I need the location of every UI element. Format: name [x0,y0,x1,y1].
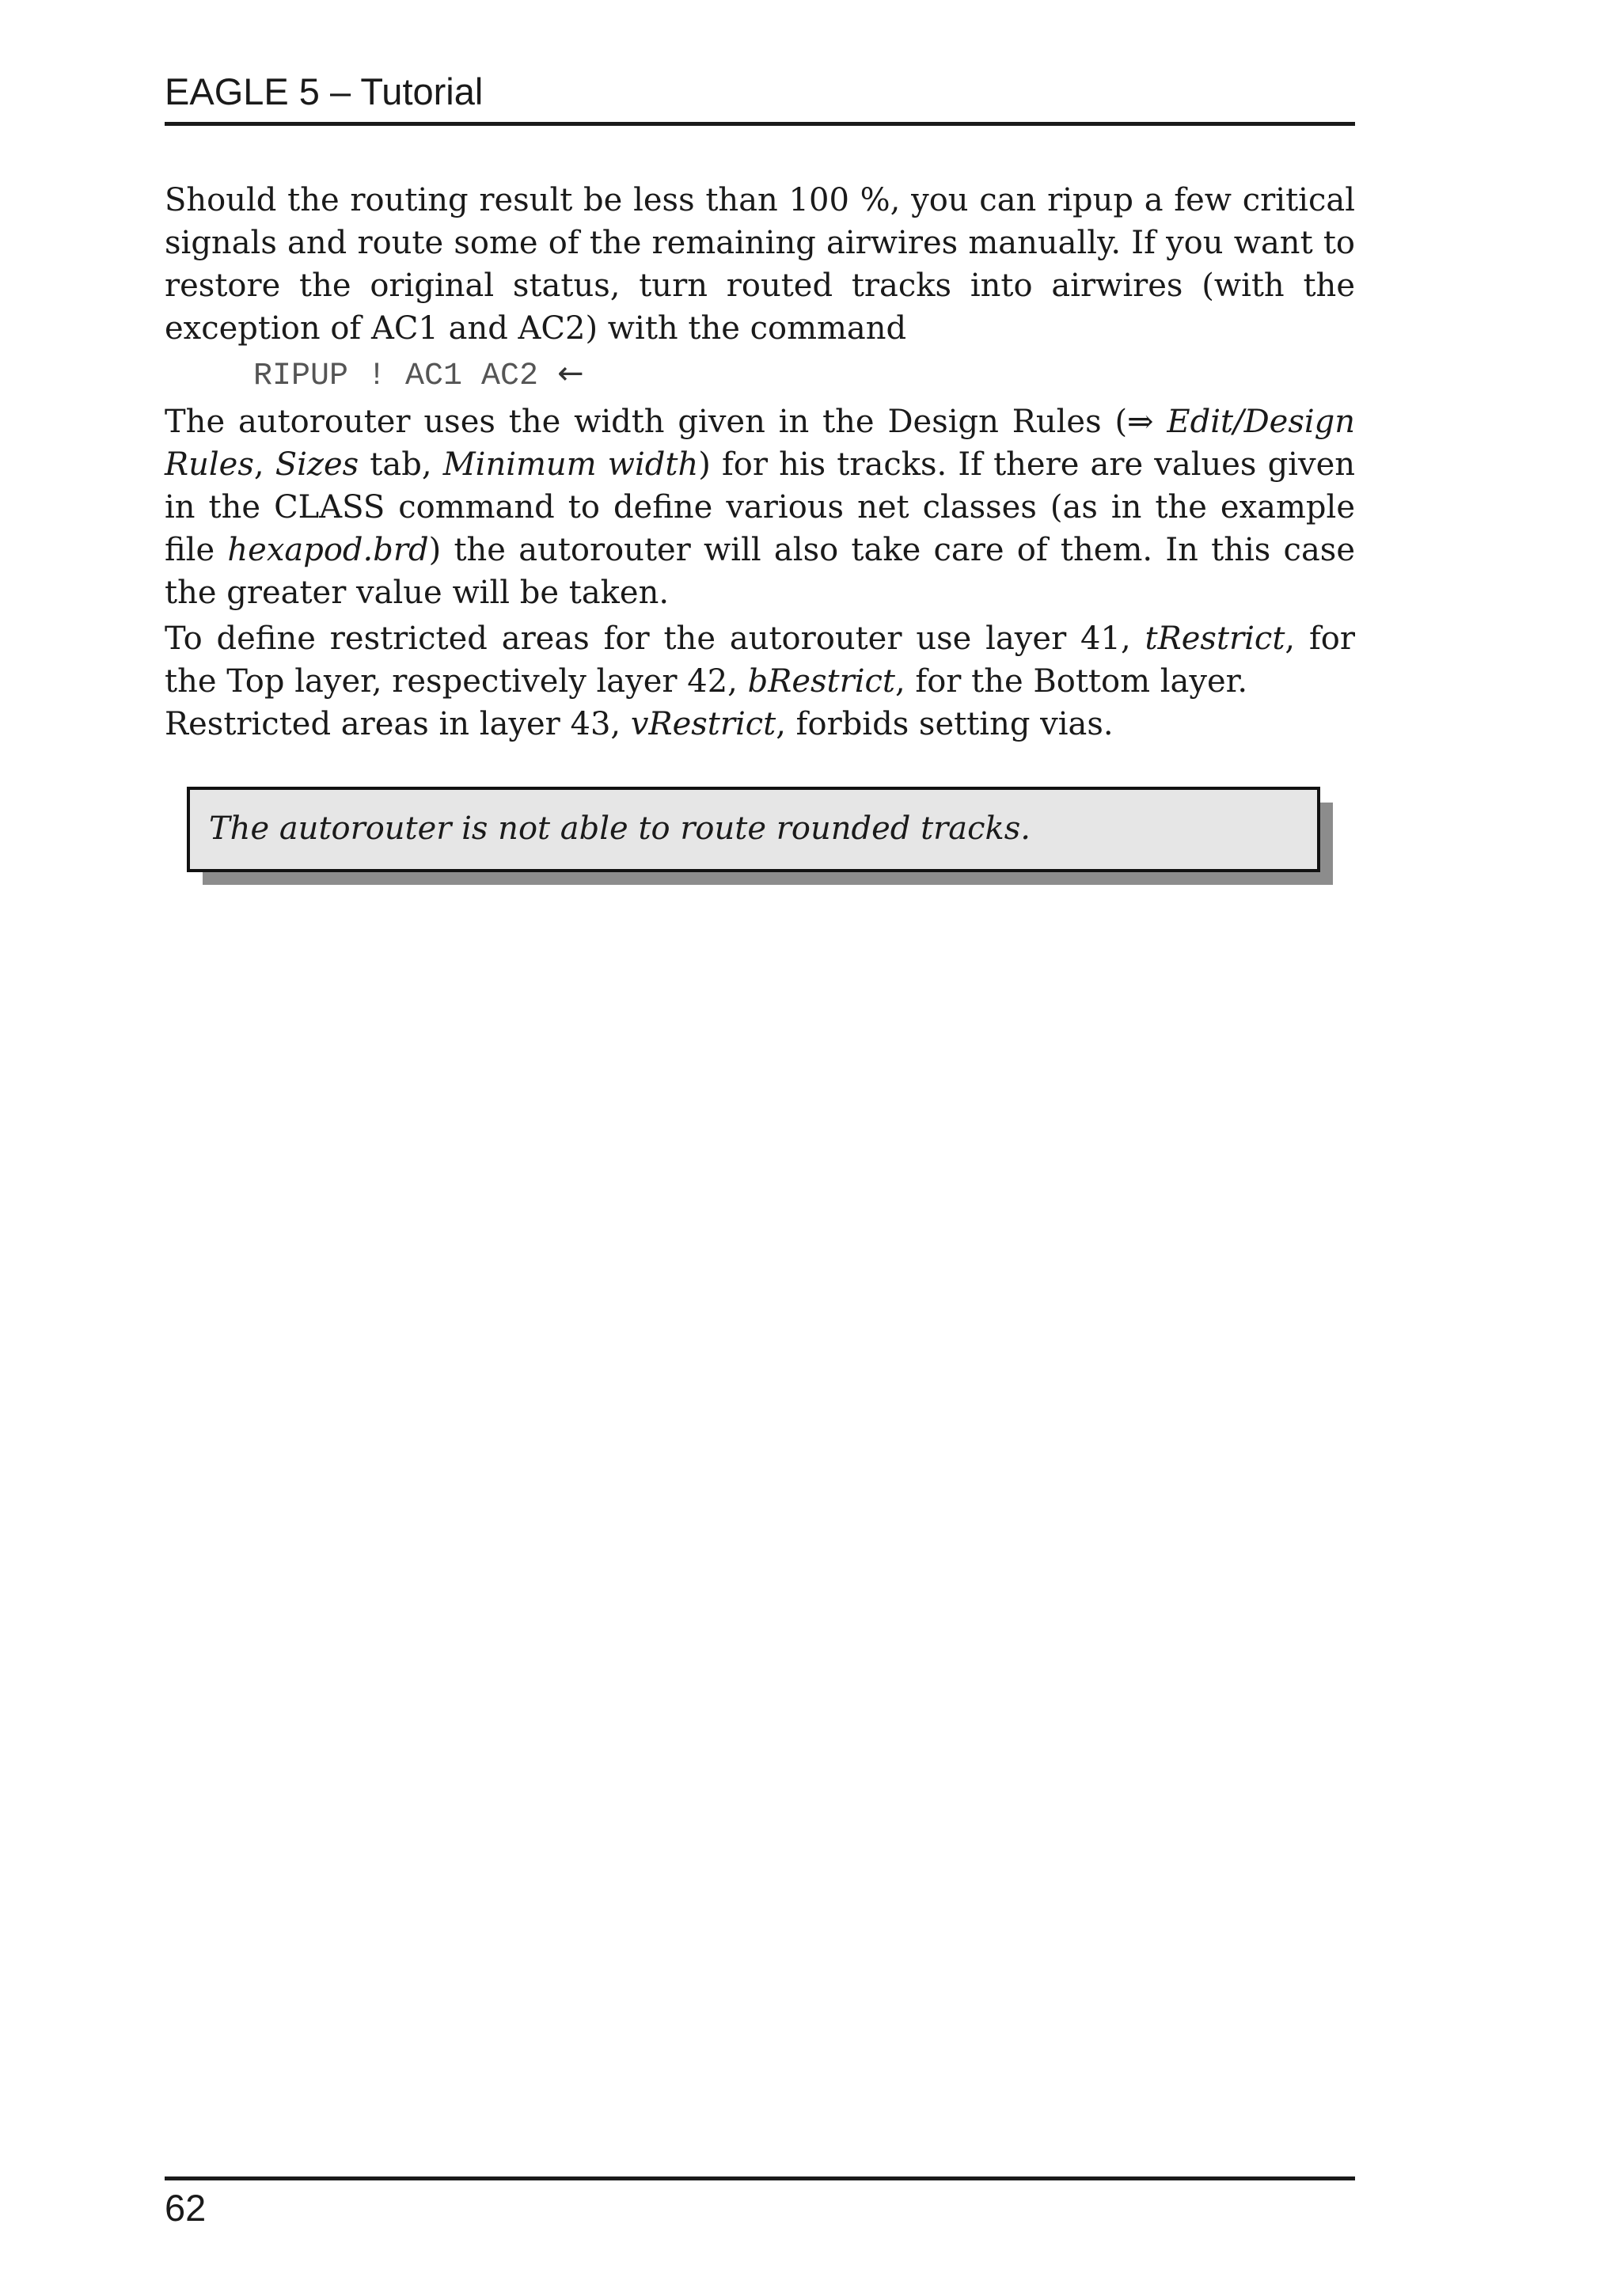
page-number: 62 [165,2187,207,2229]
setting-name: Minimum width [442,446,699,483]
page-header-title: EAGLE 5 – Tutorial [165,70,484,112]
note-box [187,787,1320,872]
paragraph-restricted-layers [165,617,1355,703]
note-text: The autorouter is not able to route rounded tracks. [209,810,1031,847]
text-run: To define restricted areas for the autorouter use layer 41, [165,620,1145,657]
layer-name: tRestrict [1145,620,1285,657]
text-run: , [253,446,275,483]
text-run: , for the Top layer, respectively layer 42, [165,620,1355,700]
text-run: Restricted areas in layer 43, [165,706,631,742]
code-line [165,351,1355,399]
layer-name: bRestrict [747,663,895,700]
header-divider [165,122,1355,126]
text-run: ) the autorouter will also take care of them. In this case the greater value will be taken. [165,532,1356,611]
paragraph-ripup-intro: Should the routing result be less than 100 %, you can ripup a few critical signals and route some of the remaining airwires manually. If you want to restore the original status, turn routed tracks into airwires (with the exception of AC1 and AC2) with the command [165,182,1355,347]
layer-name: vRestrict [630,706,776,742]
body-text [165,179,1355,746]
text-run: , forbids setting vias. [776,706,1114,742]
file-name: hexapod.brd [227,532,429,568]
footer-divider [165,2176,1355,2180]
enter-key-icon: ← [557,355,584,392]
text-run: The autorouter uses the width given in the Design Rules (⇒ [165,404,1167,440]
paragraph-via-restrict [165,703,1355,746]
code-command: RIPUP ! AC1 AC2 [253,359,539,394]
paragraph-design-rules [165,400,1355,614]
text-run: tab, [359,446,443,483]
text-run: ) for his tracks. If there are values given in the CLASS command to define various net classes (as in the example file [165,446,1356,568]
menu-path: Edit/Design Rules [165,404,1355,483]
tab-name: Sizes [275,446,359,483]
text-run: , for the Bottom layer. [894,663,1248,700]
